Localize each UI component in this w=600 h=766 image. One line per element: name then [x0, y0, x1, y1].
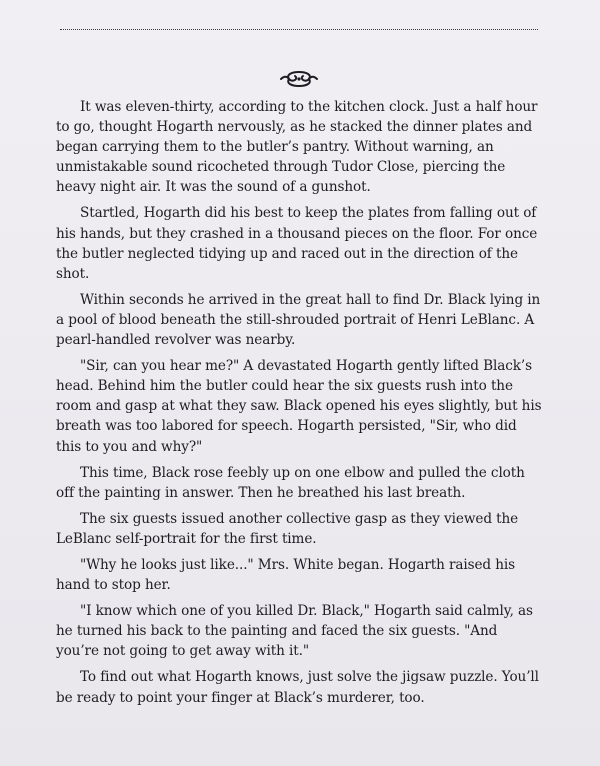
paragraph-6: The six guests issued another collective gasp as they viewed the LeBlanc self-portrait for the first time.	[56, 510, 519, 547]
paragraph-9: To find out what Hogarth knows, just solve the jigsaw puzzle. You’ll be ready to point your finger at Black’s murderer, too.	[56, 669, 539, 706]
paragraph-4: "Sir, can you hear me?" A devastated Hogarth gently lifted Black’s head. Behind him the butler could hear the six guests rush into the room and gasp at what they saw. Black opened his eyes slightly, but his breath was too labored for speech. Hogarth persisted, "Sir, who did this to you and why?"	[56, 358, 542, 455]
paragraph-8: "I know which one of you killed Dr. Black," Hogarth said calmly, as he turned his back to the painting and faced the six guests. "And you’re not going to get away with it."	[56, 603, 533, 660]
story-text	[56, 97, 543, 708]
paragraph-3: Within seconds he arrived in the great hall to find Dr. Black lying in a pool of blood beneath the still-shrouded portrait of Henri LeBlanc. A pearl-handled revolver was nearby.	[56, 291, 541, 349]
paragraph-2: Startled, Hogarth did his best to keep the plates from falling out of his hands, but they crashed in a thousand pieces on the floor. For once the butler neglected tidying up and raced out in the direction of the shot.	[56, 205, 538, 282]
flourish-ornament-icon	[278, 70, 320, 88]
paragraph-5: This time, Black rose feebly up on one elbow and pulled the cloth off the painting in answer. Then he breathed his last breath.	[56, 464, 525, 501]
paragraph-7: "Why he looks just like..." Mrs. White began. Hogarth raised his hand to stop her.	[56, 556, 516, 594]
top-dotted-rule	[60, 29, 538, 30]
paragraph-1: It was eleven-thirty, according to the kitchen clock. Just a half hour to go, thought Hogarth nervously, as he stacked the dinner plates and began carrying them to the butler’s pantry. Without warning, an unmistakable sound ricocheted through Tudor Close, piercing the heavy night air. It was the sound of a gunshot.	[56, 99, 538, 196]
